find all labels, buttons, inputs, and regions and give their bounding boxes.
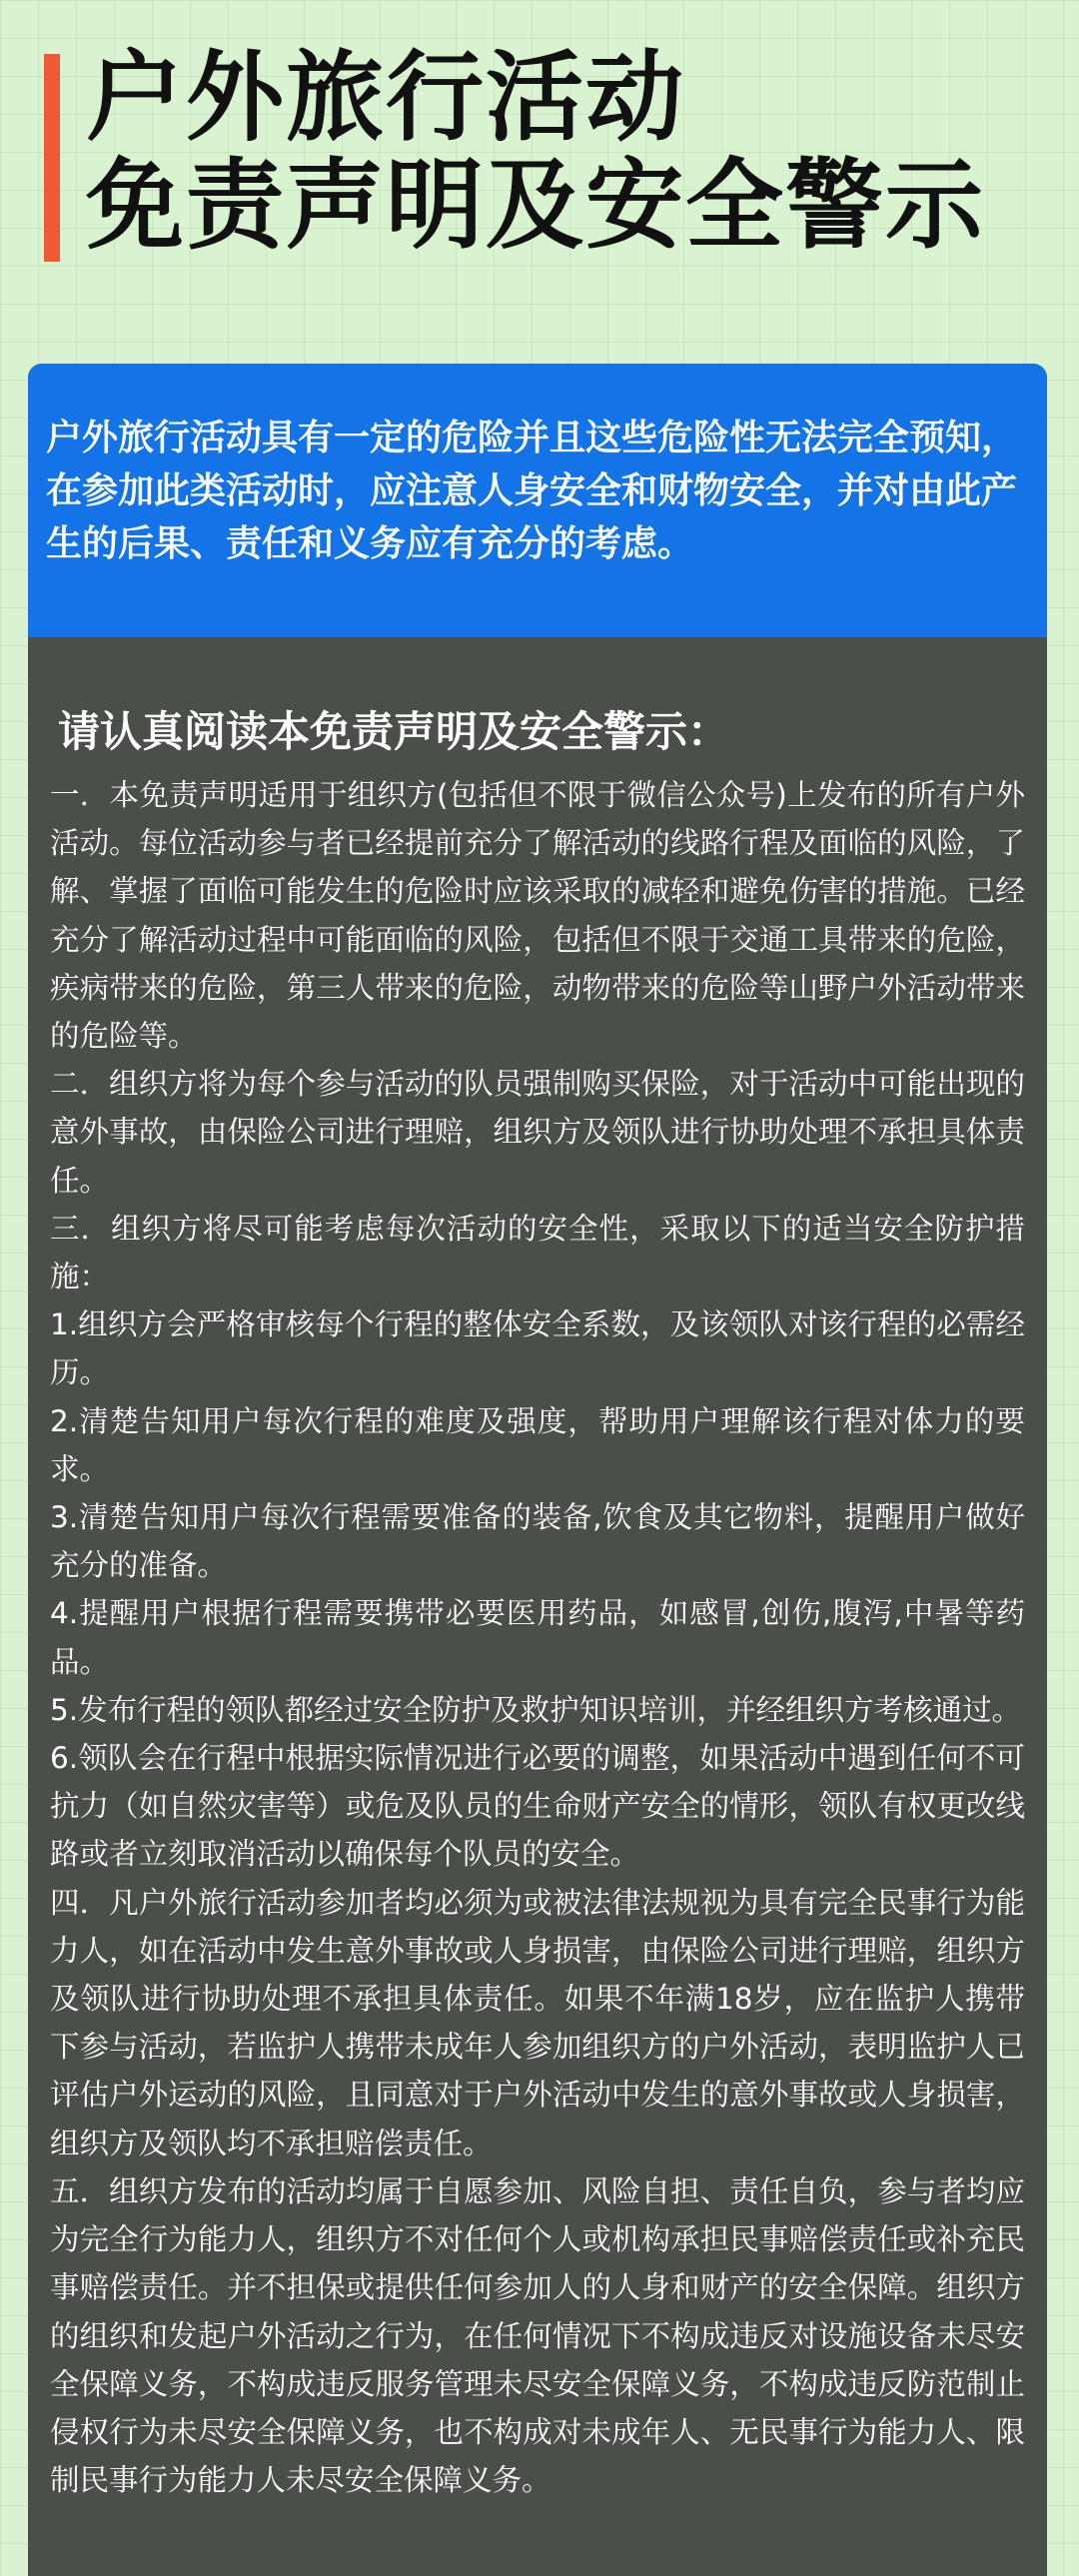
disclaimer-card [28,364,1047,2576]
measure-3: 3.清楚告知用户每次行程需要准备的装备,饮食及其它物料，提醒用户做好充分的准备。 [50,1500,1025,1583]
measure-6: 6.领队会在行程中根据实际情况进行必要的调整，如果活动中遇到任何不可抗力（如自然灾害等）或危及队员的生命财产安全的情形，领队有权更改线路或者立刻取消活动以确保每个队员的安全。 [50,1741,1025,1872]
measure-4: 4.提醒用户根据行程需要携带必要医用药品，如感冒,创伤,腹泻,中暑等药品。 [50,1596,1025,1679]
clause-4: 四．凡户外旅行活动参加者均必须为或被法律法规视为具有完全民事行为能力人，如在活动中发生意外事故或人身损害，由保险公司进行理赔，组织方及领队进行协助处理不承担具体责任。如果不年满18岁，应在监护人携带下参与活动，若监护人携带未成年人参加组织方的户外活动，表明监护人已评估户外运动的风险，且同意对于户外活动中发生的意外事故或人身损害，组织方及领队均不承担赔偿责任。 [50,1885,1025,2160]
clause-1: 一．本免责声明适用于组织方(包括但不限于微信公众号)上发布的所有户外活动。每位活动参与者已经提前充分了解活动的线路行程及面临的风险，了解、掌握了面临可能发生的危险时应该采取的减轻和避免伤害的措施。已经充分了解活动过程中可能面临的风险，包括但不限于交通工具带来的危险，疾病带来的危险，第三人带来的危险，动物带来的危险等山野户外活动带来的危险等。 [50,778,1025,1054]
title-line-1: 户外旅行活动 [86,41,686,155]
clause-5: 五．组织方发布的活动均属于自愿参加、风险自担、责任自负，参与者均应为完全行为能力人，组织方不对任何个人或机构承担民事赔偿责任或补充民事赔偿责任。并不担保或提供任何参加人的人身和财产的安全保障。组织方的组织和发起户外活动之行为，在任何情况下不构成违反对设施设备未尽安全保障义务，不构成违反服务管理未尽安全保障义务，不构成违反防范制止侵权行为未尽安全保障义务，也不构成对未成年人、无民事行为能力人、限制民事行为能力人未尽安全保障义务。 [50,2173,1025,2498]
clause-2: 二．组织方将为每个参与活动的队员强制购买保险，对于活动中可能出现的意外事故，由保险公司进行理赔，组织方及领队进行协助处理不承担具体责任。 [50,1067,1025,1198]
page-title [86,41,1045,263]
title-line-2: 免责声明及安全警示 [86,149,986,263]
intro-banner [28,364,1047,637]
title-accent-bar [44,54,60,262]
intro-text: 户外旅行活动具有一定的危险并且这些危险性无法完全预知，在参加此类活动时，应注意人身安全和财物安全，并对由此产生的后果、责任和义务应有充分的考虑。 [46,418,1018,564]
clause-3: 三．组织方将尽可能考虑每次活动的安全性，采取以下的适当安全防护措施： [50,1211,1025,1294]
measure-2: 2.清楚告知用户每次行程的难度及强度，帮助用户理解该行程对体力的要求。 [50,1403,1025,1486]
measure-5: 5.发布行程的领队都经过安全防护及救护知识培训，并经组织方考核通过。 [50,1692,1022,1727]
disclaimer-body [28,637,1047,2504]
body-heading: 请认真阅读本免责声明及安全警示： [58,707,730,756]
measure-1: 1.组织方会严格审核每个行程的整体安全系数，及该领队对该行程的必需经历。 [50,1307,1025,1390]
